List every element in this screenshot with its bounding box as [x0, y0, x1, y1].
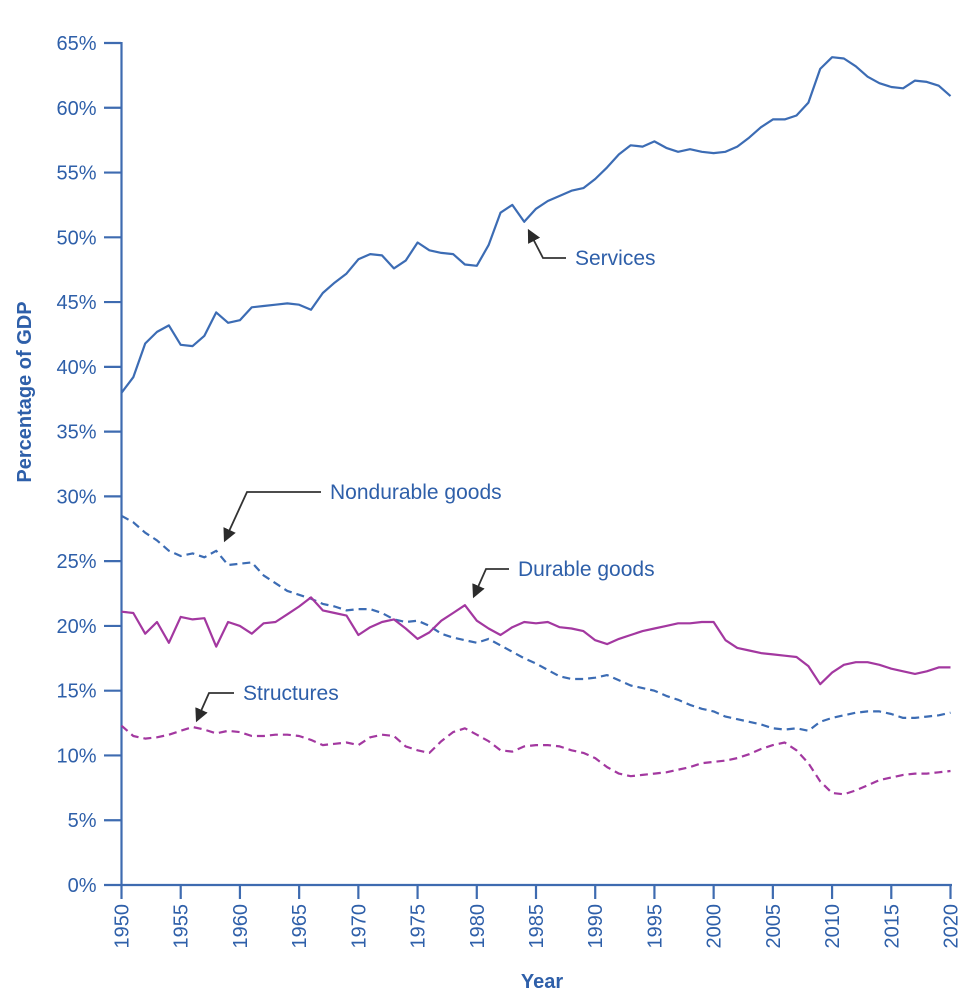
x-tick-label: 1980 [466, 904, 489, 949]
durable-goods-annotation-label: Durable goods [518, 558, 655, 581]
x-tick-label: 2005 [762, 904, 785, 949]
y-tick-label: 10% [56, 745, 97, 768]
x-tick-label: 1995 [644, 904, 667, 949]
axes [122, 42, 953, 885]
y-tick-label: 65% [56, 33, 97, 55]
nondurable-goods-callout-arrow [225, 492, 321, 540]
x-tick-label: 1955 [170, 904, 193, 949]
x-tick-label: 1975 [407, 904, 430, 949]
x-tick-label: 1965 [289, 904, 312, 949]
y-tick-label: 40% [56, 356, 97, 379]
x-tick-label: 1970 [348, 904, 371, 949]
x-tick-label: 1985 [526, 904, 548, 949]
y-tick-label: 25% [56, 551, 97, 574]
x-tick-label: 1960 [229, 904, 252, 949]
x-tick-label: 2000 [703, 904, 726, 949]
structures-line [122, 726, 951, 795]
x-tick-label: 1950 [111, 904, 134, 949]
x-tick-label: 2010 [822, 904, 845, 949]
x-tick-label: 2020 [940, 904, 963, 949]
durable-goods-callout-arrow [474, 569, 509, 596]
nondurable-goods-annotation-label: Nondurable goods [330, 481, 502, 504]
durable-goods-line [122, 597, 951, 684]
x-tick-label: 2015 [881, 904, 904, 949]
y-tick-label: 35% [56, 421, 97, 444]
x-axis-title: Year [520, 971, 564, 993]
y-tick-label: 30% [56, 486, 97, 509]
y-axis-ticks [56, 33, 121, 897]
y-tick-label: 55% [56, 162, 97, 185]
services-line [122, 57, 951, 393]
x-tick-label: 1990 [585, 904, 608, 949]
y-tick-label: 20% [56, 615, 97, 638]
series-annotations [197, 231, 656, 720]
y-axis-title: Percentage of GDP [14, 301, 36, 483]
services-annotation-label: Services [575, 247, 656, 270]
y-tick-label: 45% [56, 292, 97, 315]
y-tick-label: 5% [67, 810, 97, 833]
y-tick-label: 60% [56, 97, 97, 120]
axis-lines [122, 42, 953, 885]
structures-annotation-label: Structures [243, 682, 339, 705]
structures-callout-arrow [197, 693, 234, 720]
y-tick-label: 0% [67, 875, 97, 897]
y-tick-label: 50% [56, 227, 97, 250]
x-axis-ticks [112, 886, 963, 949]
services-callout-arrow [529, 231, 566, 258]
y-tick-label: 15% [56, 680, 97, 703]
